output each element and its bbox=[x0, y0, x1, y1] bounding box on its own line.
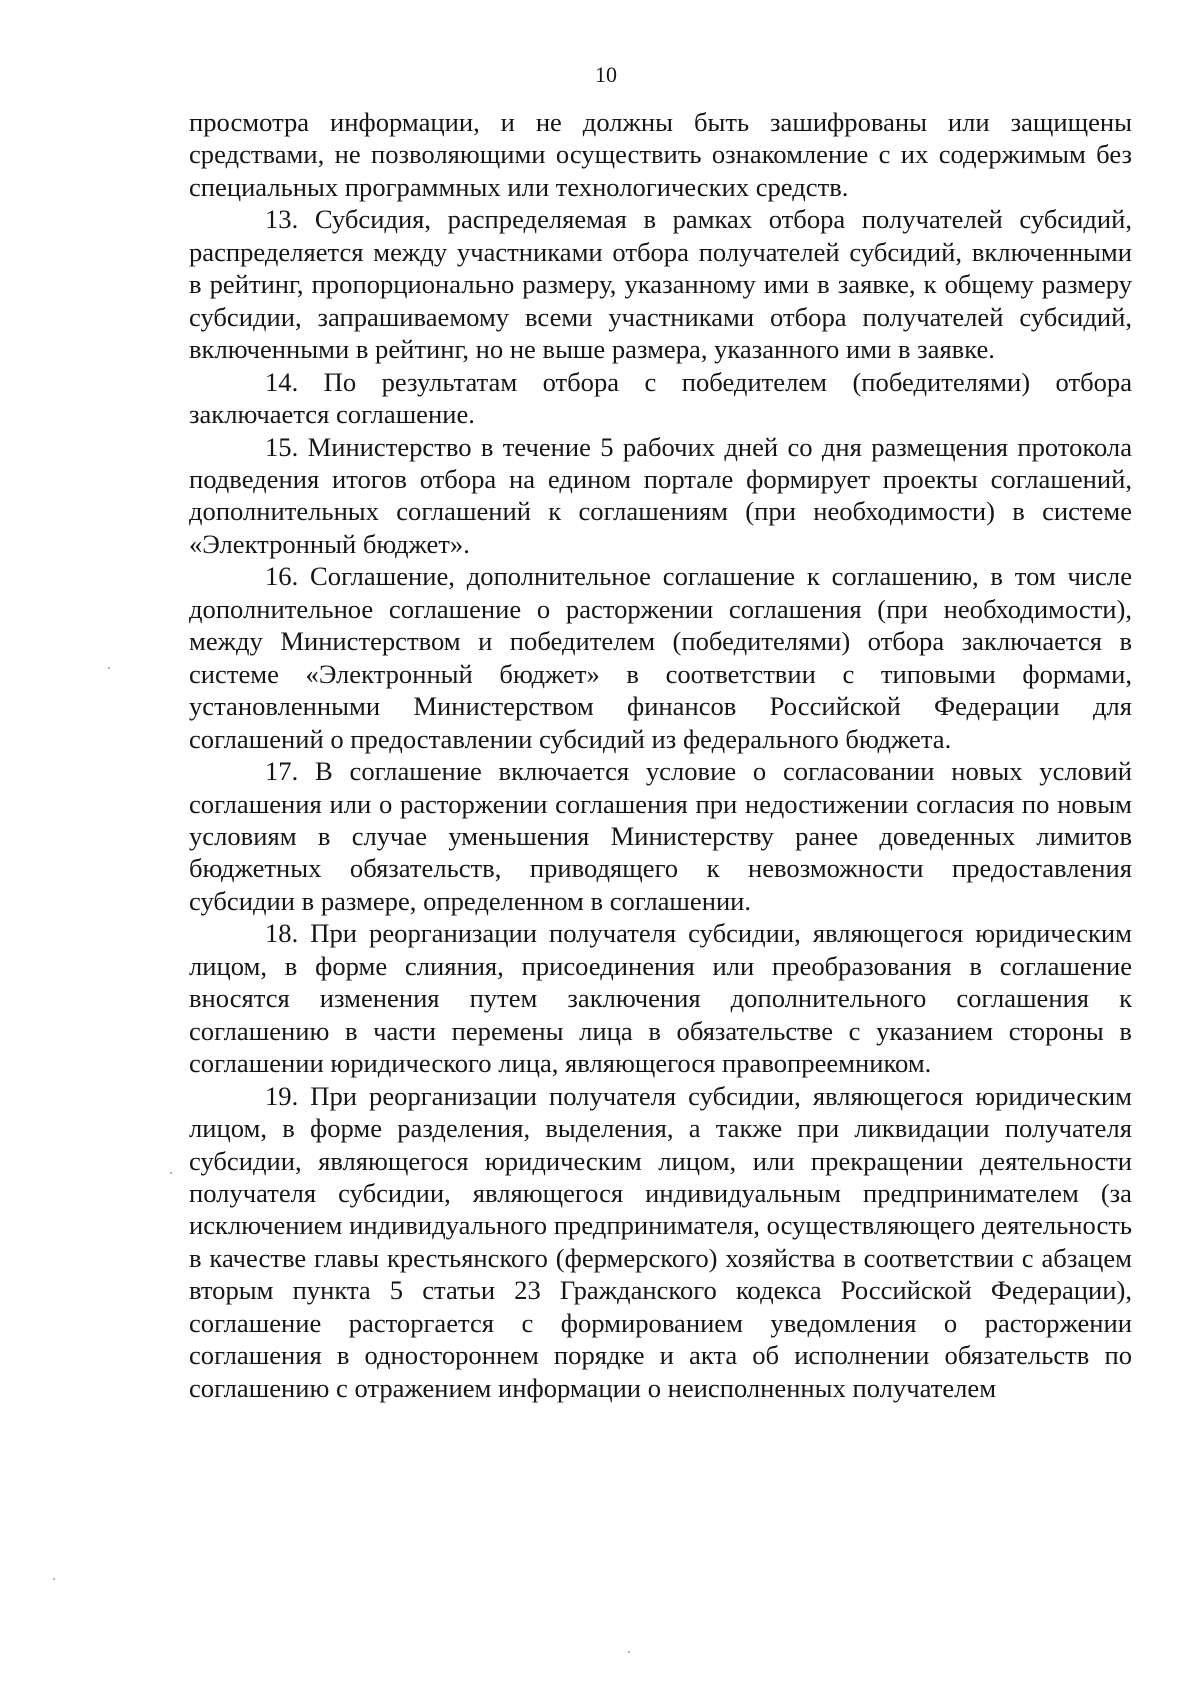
paragraph-16: 16. Соглашение, дополнительное соглашение к соглашению, в том числе дополнительное соглашение о расторжении соглашения (при необходимости), между Министерством и победителем (победителями) отбора заключается в системе «Электронный бюджет» в соответствии с типовыми формами, установленными Министерством финансов Российской Федерации для соглашений о предоставлении субсидий из федерального бюджета. bbox=[189, 561, 1132, 754]
page-number: 10 bbox=[595, 62, 617, 87]
scan-speck bbox=[108, 667, 110, 669]
scan-speck bbox=[628, 1651, 630, 1653]
paragraph-13: 13. Субсидия, распределяемая в рамках отбора получателей субсидий, распределяется между участниками отбора получателей субсидий, включенными в рейтинг, пропорционально размеру, указанному ими в заявке, к общему размеру субсидии, запрашиваемому всеми участниками отбора получателей субсидий, включенными в рейтинг, но не выше размера, указанного ими в заявке. bbox=[189, 204, 1132, 365]
paragraph-15: 15. Министерство в течение 5 рабочих дней со дня размещения протокола подведения итогов отбора на едином портале формирует проекты соглашений, дополнительных соглашений к соглашениям (при необходимости) в системе «Электронный бюджет». bbox=[189, 431, 1132, 559]
paragraph-continuation: просмотра информации, и не должны быть зашифрованы или защищены средствами, не позволяющими осуществить ознакомление с их содержимым без специальных программных или технологических средств. bbox=[189, 107, 1132, 202]
paragraph-18: 18. При реорганизации получателя субсидии, являющегося юридическим лицом, в форме слияния, присоединения или преобразования в соглашение вносятся изменения путем заключения дополнительного соглашения к соглашению в части перемены лица в обязательстве с указанием стороны в соглашении юридического лица, являющегося правопреемником. bbox=[189, 918, 1132, 1079]
document-body bbox=[189, 106, 1132, 1404]
paragraph-17: 17. В соглашение включается условие о согласовании новых условий соглашения или о расторжении соглашения при недостижении согласия по новым условиям в случае уменьшения Министерству ранее доведенных лимитов бюджетных обязательств, приводящего к невозможности предоставления субсидии в размере, определенном в соглашении. bbox=[189, 756, 1132, 916]
scan-speck bbox=[53, 1578, 55, 1580]
scan-speck bbox=[170, 1172, 172, 1174]
paragraph-19: 19. При реорганизации получателя субсидии, являющегося юридическим лицом, в форме разделения, выделения, а также при ликвидации получателя субсидии, являющегося юридическим лицом, или прекращении деятельности получателя субсидии, являющегося индивидуальным предпринимателем (за исключением индивидуального предпринимателя, осуществляющего деятельность в качестве главы крестьянского (фермерского) хозяйства в соответствии с абзацем вторым пункта 5 статьи 23 Гражданского кодекса Российской Федерации), соглашение расторгается с формированием уведомления о расторжении соглашения в одностороннем порядке и акта об исполнении обязательств по соглашению с отражением информации о неисполненных получателем bbox=[189, 1080, 1132, 1403]
paragraph-14: 14. По результатам отбора с победителем (победителями) отбора заключается соглашение. bbox=[189, 366, 1132, 430]
